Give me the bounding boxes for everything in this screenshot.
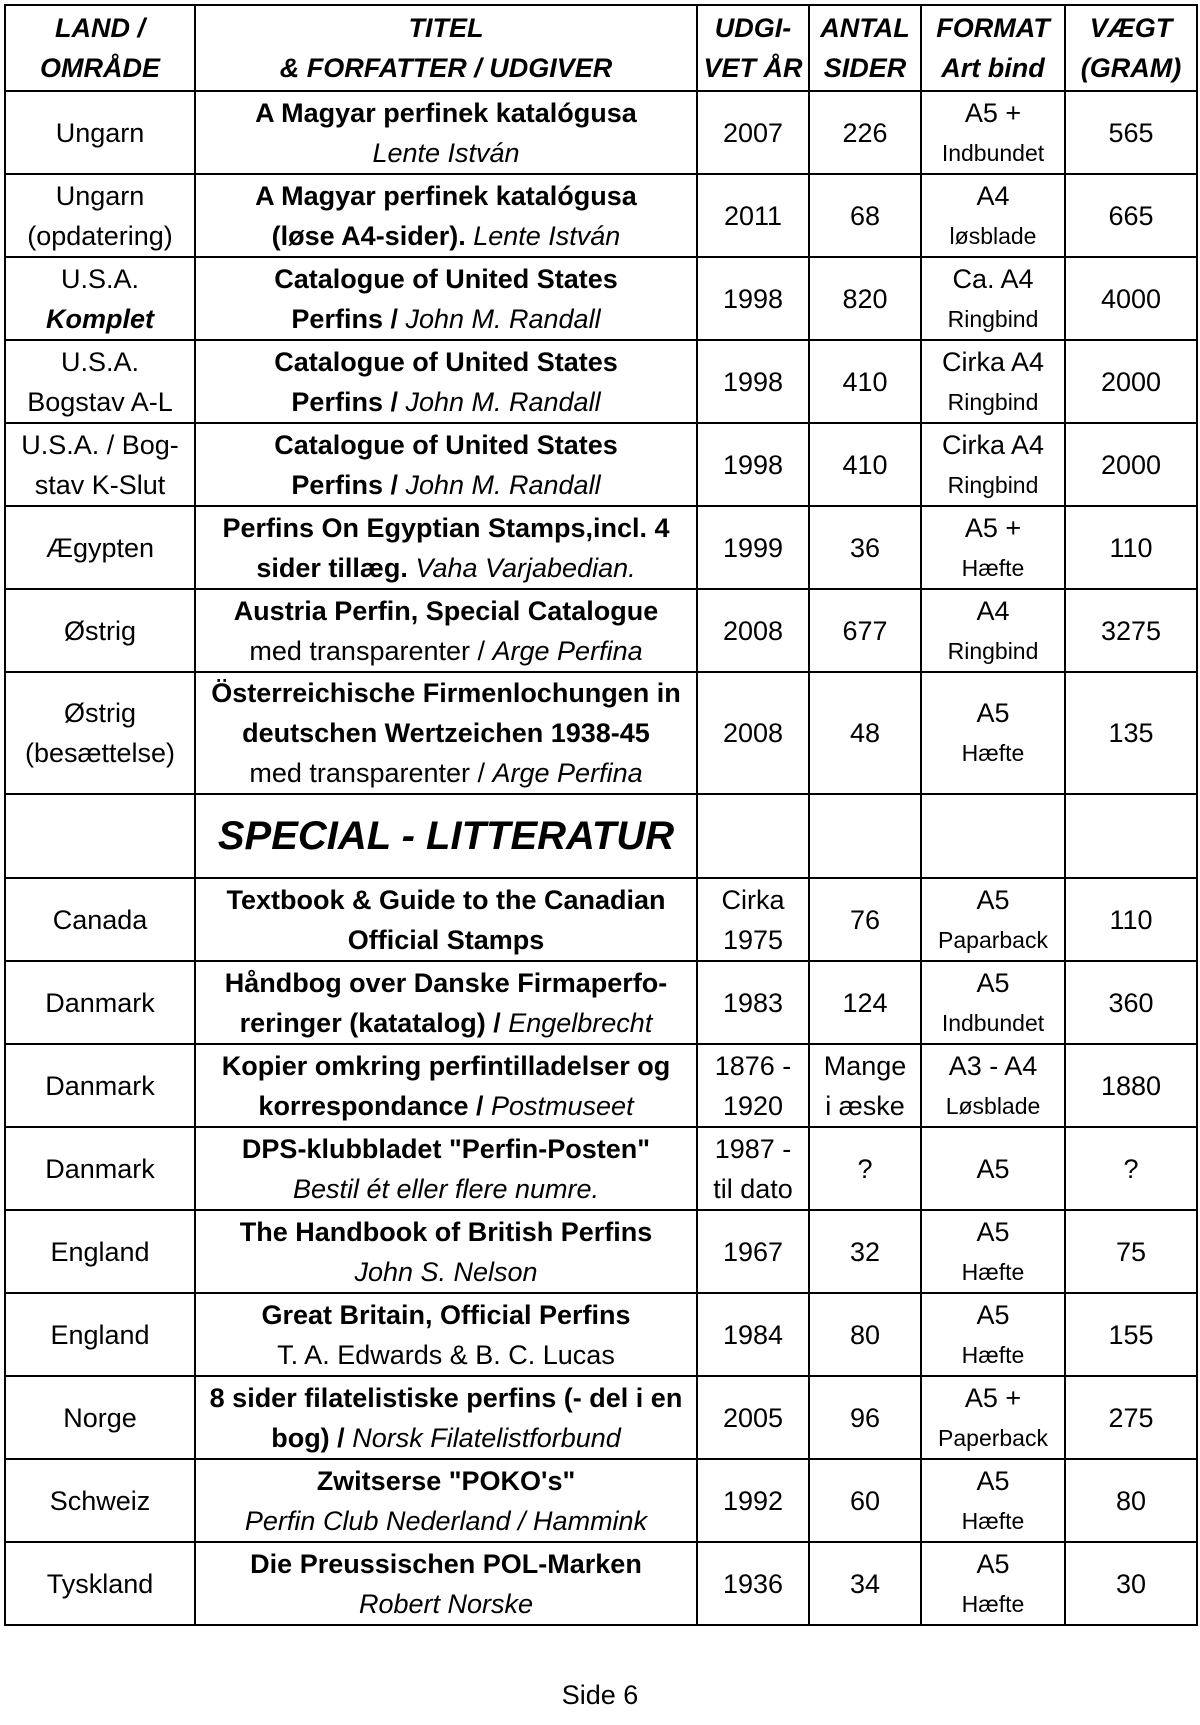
- title-cell: Österreichische Firmenlochungen in deutschen Wertzeichen 1938-45 med transparenter / Arge Perfina: [195, 672, 697, 794]
- year-cell: 2008: [697, 672, 809, 794]
- table-row: [5, 1376, 1197, 1459]
- title-cell: Great Britain, Official Perfins T. A. Edwards & B. C. Lucas: [195, 1293, 697, 1376]
- special-section-row: [5, 794, 1197, 878]
- title-cell: Austria Perfin, Special Catalogue med transparenter / Arge Perfina: [195, 589, 697, 672]
- title-cell: Die Preussischen POL-Marken Robert Norske: [195, 1542, 697, 1625]
- format-cell: A5 Hæfte: [921, 1542, 1065, 1625]
- land-cell: U.S.A. / Bog- stav K-Slut: [5, 423, 195, 506]
- weight-cell: 3275: [1065, 589, 1197, 672]
- land-cell: Norge: [5, 1376, 195, 1459]
- weight-cell: 1880: [1065, 1044, 1197, 1127]
- pages-cell: 124: [809, 961, 921, 1044]
- header-pages: ANTAL SIDER: [809, 5, 921, 91]
- title-cell: Textbook & Guide to the Canadian Official Stamps: [195, 878, 697, 961]
- format-cell: A5 Indbundet: [921, 961, 1065, 1044]
- special-rows: [5, 878, 1197, 1625]
- land-cell: Ungarn (opdatering): [5, 174, 195, 257]
- pages-cell: 226: [809, 91, 921, 174]
- title-cell: A Magyar perfinek katalógusa (løse A4-sider). Lente István: [195, 174, 697, 257]
- header-weight: VÆGT (GRAM): [1065, 5, 1197, 91]
- land-cell: England: [5, 1293, 195, 1376]
- format-cell: A5 Paparback: [921, 878, 1065, 961]
- table-row: [5, 423, 1197, 506]
- land-cell: Østrig: [5, 589, 195, 672]
- year-cell: 2007: [697, 91, 809, 174]
- header-land: LAND / OMRÅDE: [5, 5, 195, 91]
- pages-cell: 76: [809, 878, 921, 961]
- weight-cell: 155: [1065, 1293, 1197, 1376]
- pages-cell: 80: [809, 1293, 921, 1376]
- year-cell: 1984: [697, 1293, 809, 1376]
- table-row: [5, 1542, 1197, 1625]
- year-cell: 1998: [697, 257, 809, 340]
- table-row: [5, 961, 1197, 1044]
- title-cell: A Magyar perfinek katalógusa Lente István: [195, 91, 697, 174]
- weight-cell: 135: [1065, 672, 1197, 794]
- title-cell: The Handbook of British Perfins John S. Nelson: [195, 1210, 697, 1293]
- year-cell: 2005: [697, 1376, 809, 1459]
- pages-cell: 48: [809, 672, 921, 794]
- format-cell: Cirka A4 Ringbind: [921, 423, 1065, 506]
- title-cell: Kopier omkring perfintilladelser og korrespondance / Postmuseet: [195, 1044, 697, 1127]
- year-cell: 1987 - til dato: [697, 1127, 809, 1210]
- header-row: [5, 5, 1197, 91]
- land-cell: Schweiz: [5, 1459, 195, 1542]
- year-cell: 1998: [697, 423, 809, 506]
- table-row: [5, 878, 1197, 961]
- weight-cell: 275: [1065, 1376, 1197, 1459]
- table-row: [5, 1210, 1197, 1293]
- year-cell: 1992: [697, 1459, 809, 1542]
- title-cell: 8 sider filatelistiske perfins (- del i en bog) / Norsk Filatelistforbund: [195, 1376, 697, 1459]
- table-row: [5, 340, 1197, 423]
- weight-cell: ?: [1065, 1127, 1197, 1210]
- table-row: [5, 257, 1197, 340]
- weight-cell: 110: [1065, 878, 1197, 961]
- year-cell: Cirka 1975: [697, 878, 809, 961]
- pages-cell: 410: [809, 340, 921, 423]
- table-row: [5, 1459, 1197, 1542]
- land-cell: Danmark: [5, 1044, 195, 1127]
- catalog-table: [4, 4, 1198, 1626]
- year-cell: 2008: [697, 589, 809, 672]
- format-cell: A3 - A4 Løsblade: [921, 1044, 1065, 1127]
- pages-cell: ?: [809, 1127, 921, 1210]
- header-title: TITEL & FORFATTER / UDGIVER: [195, 5, 697, 91]
- weight-cell: 360: [1065, 961, 1197, 1044]
- land-cell: Ungarn: [5, 91, 195, 174]
- pages-cell: 68: [809, 174, 921, 257]
- page-number: Side 6: [561, 1680, 639, 1710]
- land-cell: Tyskland: [5, 1542, 195, 1625]
- pages-cell: 677: [809, 589, 921, 672]
- pages-cell: 820: [809, 257, 921, 340]
- pages-cell: 60: [809, 1459, 921, 1542]
- year-cell: 1876 - 1920: [697, 1044, 809, 1127]
- title-cell: Catalogue of United States Perfins / John M. Randall: [195, 257, 697, 340]
- land-cell: Danmark: [5, 961, 195, 1044]
- year-cell: 2011: [697, 174, 809, 257]
- weight-cell: 30: [1065, 1542, 1197, 1625]
- title-cell: Zwitserse "POKO's" Perfin Club Nederland / Hammink: [195, 1459, 697, 1542]
- land-cell: Ægypten: [5, 506, 195, 589]
- table-row: [5, 1044, 1197, 1127]
- table-row: [5, 506, 1197, 589]
- table-row: [5, 589, 1197, 672]
- header-format: FORMAT Art bind: [921, 5, 1065, 91]
- year-cell: 1998: [697, 340, 809, 423]
- format-cell: A5 + Indbundet: [921, 91, 1065, 174]
- year-cell: 1999: [697, 506, 809, 589]
- year-cell: 1936: [697, 1542, 809, 1625]
- weight-cell: 75: [1065, 1210, 1197, 1293]
- land-cell: Østrig (besættelse): [5, 672, 195, 794]
- year-cell: 1967: [697, 1210, 809, 1293]
- pages-cell: 34: [809, 1542, 921, 1625]
- weight-cell: 2000: [1065, 423, 1197, 506]
- land-cell: England: [5, 1210, 195, 1293]
- format-cell: Cirka A4 Ringbind: [921, 340, 1065, 423]
- land-cell: U.S.A. Komplet: [5, 257, 195, 340]
- title-cell: DPS-klubbladet "Perfin-Posten" Bestil ét eller flere numre.: [195, 1127, 697, 1210]
- pages-cell: 32: [809, 1210, 921, 1293]
- format-cell: Ca. A4 Ringbind: [921, 257, 1065, 340]
- land-cell: U.S.A. Bogstav A-L: [5, 340, 195, 423]
- table-row: [5, 91, 1197, 174]
- weight-cell: 4000: [1065, 257, 1197, 340]
- table-row: [5, 174, 1197, 257]
- table-row: [5, 1293, 1197, 1376]
- title-cell: Håndbog over Danske Firmaperfo- reringer (katatalog) / Engelbrecht: [195, 961, 697, 1044]
- special-section-title: SPECIAL - LITTERATUR: [217, 814, 675, 858]
- format-cell: A5 Hæfte: [921, 672, 1065, 794]
- pages-cell: 96: [809, 1376, 921, 1459]
- year-cell: 1983: [697, 961, 809, 1044]
- table-row: [5, 1127, 1197, 1210]
- format-cell: A5 + Paperback: [921, 1376, 1065, 1459]
- format-cell: A5 Hæfte: [921, 1293, 1065, 1376]
- pages-cell: 36: [809, 506, 921, 589]
- land-cell: Danmark: [5, 1127, 195, 1210]
- format-cell: A5: [921, 1127, 1065, 1210]
- weight-cell: 80: [1065, 1459, 1197, 1542]
- title-cell: Perfins On Egyptian Stamps,incl. 4 sider tillæg. Vaha Varjabedian.: [195, 506, 697, 589]
- pages-cell: 410: [809, 423, 921, 506]
- pages-cell: Mange i æske: [809, 1044, 921, 1127]
- format-cell: A4 løsblade: [921, 174, 1065, 257]
- weight-cell: 565: [1065, 91, 1197, 174]
- weight-cell: 665: [1065, 174, 1197, 257]
- title-cell: Catalogue of United States Perfins / John M. Randall: [195, 340, 697, 423]
- title-cell: Catalogue of United States Perfins / John M. Randall: [195, 423, 697, 506]
- weight-cell: 2000: [1065, 340, 1197, 423]
- format-cell: A5 Hæfte: [921, 1459, 1065, 1542]
- weight-cell: 110: [1065, 506, 1197, 589]
- format-cell: A4 Ringbind: [921, 589, 1065, 672]
- header-year: UDGI- VET ÅR: [697, 5, 809, 91]
- format-cell: A5 + Hæfte: [921, 506, 1065, 589]
- land-cell: Canada: [5, 878, 195, 961]
- table-row: [5, 672, 1197, 794]
- format-cell: A5 Hæfte: [921, 1210, 1065, 1293]
